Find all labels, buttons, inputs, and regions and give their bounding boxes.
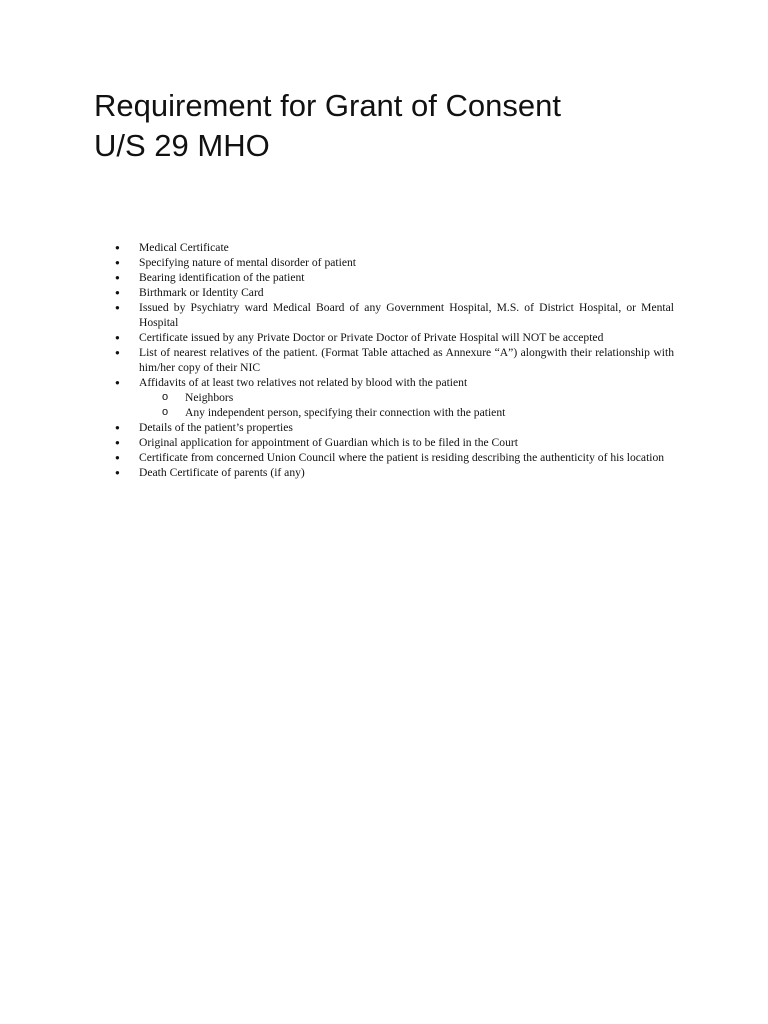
list-item-text: Certificate issued by any Private Doctor or Private Doctor of Private Hospital will NOT be accepted <box>139 331 604 344</box>
requirements-list <box>110 240 674 480</box>
list-item-text: Details of the patient’s properties <box>139 421 293 434</box>
list-item <box>110 285 674 300</box>
bullet-icon: ● <box>115 333 120 342</box>
list-item <box>110 345 674 375</box>
affidavit-sublist <box>139 390 674 420</box>
list-item-text: Affidavits of at least two relatives not related by blood with the patient <box>139 376 468 389</box>
bullet-icon: ● <box>115 243 120 252</box>
list-item <box>110 450 674 465</box>
list-item <box>110 255 674 270</box>
list-item-text: Birthmark or Identity Card <box>139 286 264 299</box>
list-item <box>110 300 674 330</box>
list-item <box>110 375 674 420</box>
list-item-text: Certificate from concerned Union Council where the patient is residing describing the authenticity of his location <box>139 451 665 464</box>
sublist-item <box>139 405 674 420</box>
bullet-icon: ● <box>115 303 120 312</box>
list-item <box>110 435 674 450</box>
list-item-text: Medical Certificate <box>139 241 229 254</box>
list-item-text: Specifying nature of mental disorder of patient <box>139 256 356 269</box>
list-item <box>110 270 674 285</box>
list-item-text: List of nearest relatives of the patient. (Format Table attached as Annexure “A”) alongwith their relationship with him/her copy of their NIC <box>139 346 674 374</box>
sublist-item-text: Any independent person, specifying their connection with the patient <box>185 406 506 419</box>
sublist-item-text: Neighbors <box>185 391 234 404</box>
bullet-icon: ● <box>115 378 120 387</box>
sublist-item <box>139 390 674 405</box>
bullet-icon: ● <box>115 348 120 357</box>
bullet-icon: ● <box>115 453 120 462</box>
list-item-text: Original application for appointment of Guardian which is to be filed in the Court <box>139 436 518 449</box>
list-item-text: Issued by Psychiatry ward Medical Board of any Government Hospital, M.S. of District Hospital, or Mental Hospital <box>139 301 674 329</box>
list-item-text: Bearing identification of the patient <box>139 271 305 284</box>
list-item-text: Death Certificate of parents (if any) <box>139 466 305 479</box>
bullet-icon: ● <box>115 438 120 447</box>
title-line-2: U/S 29 MHO <box>94 128 270 163</box>
bullet-icon: ● <box>115 258 120 267</box>
bullet-icon: ● <box>115 288 120 297</box>
title-line-1: Requirement for Grant of Consent <box>94 88 561 123</box>
list-item <box>110 420 674 435</box>
list-item <box>110 240 674 255</box>
circle-bullet-icon: o <box>162 406 169 418</box>
bullet-icon: ● <box>115 468 120 477</box>
list-item <box>110 465 674 480</box>
bullet-icon: ● <box>115 423 120 432</box>
document-title <box>94 86 714 166</box>
bullet-icon: ● <box>115 273 120 282</box>
circle-bullet-icon: o <box>162 391 169 403</box>
list-item <box>110 330 674 345</box>
